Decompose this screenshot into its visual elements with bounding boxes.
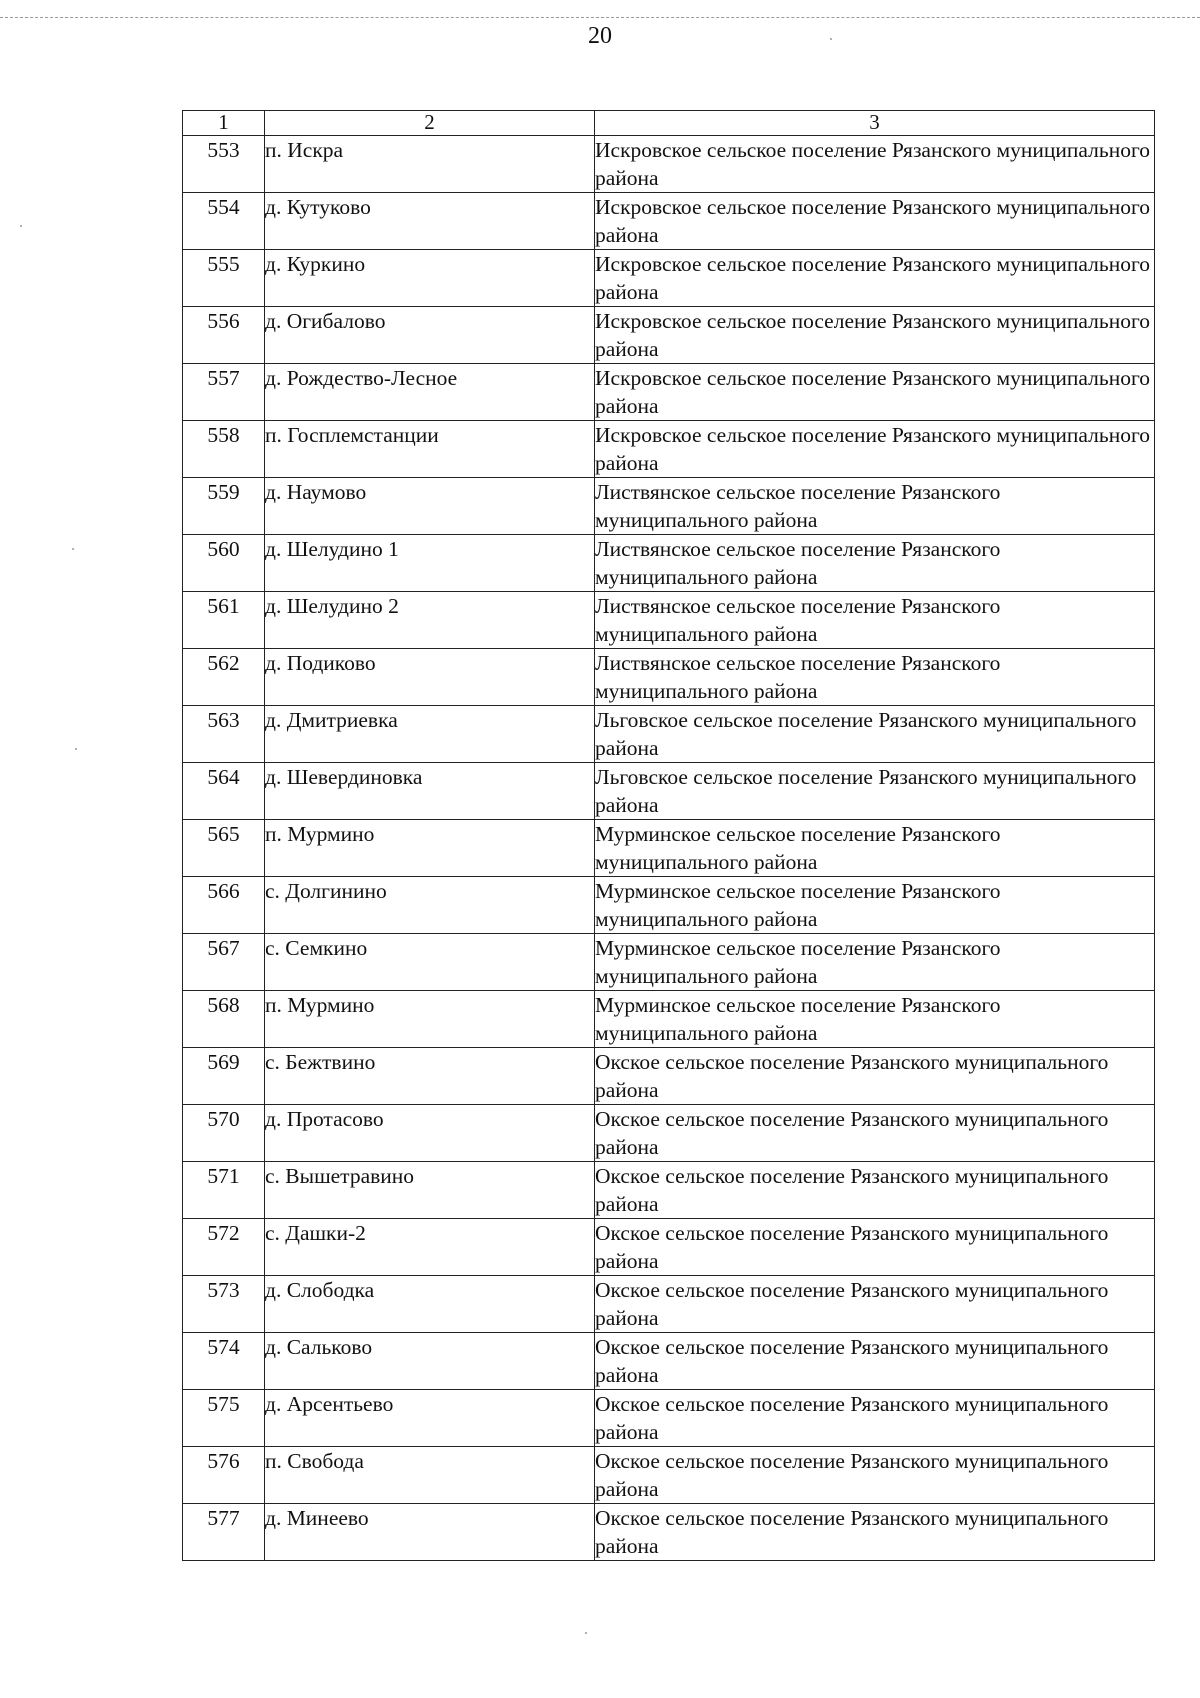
table-header-row bbox=[183, 111, 1155, 136]
table-row bbox=[183, 478, 1155, 535]
row-number: 559 bbox=[183, 478, 265, 535]
settlement-name: Мурминское сельское поселение Рязанского муниципального района bbox=[595, 934, 1155, 991]
table-row bbox=[183, 1447, 1155, 1504]
table-row bbox=[183, 649, 1155, 706]
locality-name: с. Семкино bbox=[265, 934, 595, 991]
table-row bbox=[183, 1390, 1155, 1447]
locality-name: п. Искра bbox=[265, 136, 595, 193]
table-row bbox=[183, 1162, 1155, 1219]
locality-name: п. Свобода bbox=[265, 1447, 595, 1504]
table-row bbox=[183, 934, 1155, 991]
settlement-name: Искровское сельское поселение Рязанского муниципального района bbox=[595, 250, 1155, 307]
settlement-name: Окское сельское поселение Рязанского муниципального района bbox=[595, 1333, 1155, 1390]
row-number: 573 bbox=[183, 1276, 265, 1333]
settlement-name: Листвянское сельское поселение Рязанского муниципального района bbox=[595, 592, 1155, 649]
row-number: 565 bbox=[183, 820, 265, 877]
settlement-name: Окское сельское поселение Рязанского муниципального района bbox=[595, 1447, 1155, 1504]
locality-name: д. Минеево bbox=[265, 1504, 595, 1561]
settlement-name: Льговское сельское поселение Рязанского муниципального района bbox=[595, 706, 1155, 763]
settlement-name: Окское сельское поселение Рязанского муниципального района bbox=[595, 1390, 1155, 1447]
column-header-locality: 2 bbox=[265, 111, 595, 136]
row-number: 556 bbox=[183, 307, 265, 364]
table-row bbox=[183, 592, 1155, 649]
settlement-name: Искровское сельское поселение Рязанского муниципального района bbox=[595, 421, 1155, 478]
table-row bbox=[183, 1276, 1155, 1333]
table-row bbox=[183, 991, 1155, 1048]
table-row bbox=[183, 1048, 1155, 1105]
locality-name: д. Рождество-Лесное bbox=[265, 364, 595, 421]
row-number: 557 bbox=[183, 364, 265, 421]
locality-name: с. Дашки-2 bbox=[265, 1219, 595, 1276]
locality-name: д. Арсентьево bbox=[265, 1390, 595, 1447]
row-number: 560 bbox=[183, 535, 265, 592]
locality-name: п. Мурмино bbox=[265, 991, 595, 1048]
table-row bbox=[183, 763, 1155, 820]
settlement-name: Окское сельское поселение Рязанского муниципального района bbox=[595, 1162, 1155, 1219]
row-number: 576 bbox=[183, 1447, 265, 1504]
settlement-name: Окское сельское поселение Рязанского муниципального района bbox=[595, 1105, 1155, 1162]
locality-name: д. Куркино bbox=[265, 250, 595, 307]
locality-name: с. Вышетравино bbox=[265, 1162, 595, 1219]
settlement-name: Листвянское сельское поселение Рязанского муниципального района bbox=[595, 478, 1155, 535]
row-number: 571 bbox=[183, 1162, 265, 1219]
page-number: 20 bbox=[588, 23, 612, 49]
locality-name: д. Кутуково bbox=[265, 193, 595, 250]
row-number: 562 bbox=[183, 649, 265, 706]
locality-name: д. Сальково bbox=[265, 1333, 595, 1390]
locality-name: д. Шевердиновка bbox=[265, 763, 595, 820]
row-number: 574 bbox=[183, 1333, 265, 1390]
locality-name: с. Бежтвино bbox=[265, 1048, 595, 1105]
settlement-name: Окское сельское поселение Рязанского муниципального района bbox=[595, 1048, 1155, 1105]
settlement-name: Мурминское сельское поселение Рязанского муниципального района bbox=[595, 877, 1155, 934]
table-row bbox=[183, 250, 1155, 307]
row-number: 577 bbox=[183, 1504, 265, 1561]
settlement-name: Окское сельское поселение Рязанского муниципального района bbox=[595, 1276, 1155, 1333]
settlement-name: Искровское сельское поселение Рязанского муниципального района bbox=[595, 136, 1155, 193]
scan-speck bbox=[72, 548, 74, 550]
table-row bbox=[183, 307, 1155, 364]
locality-name: д. Шелудино 2 bbox=[265, 592, 595, 649]
row-number: 564 bbox=[183, 763, 265, 820]
settlement-name: Мурминское сельское поселение Рязанского муниципального района bbox=[595, 991, 1155, 1048]
locality-name: д. Огибалово bbox=[265, 307, 595, 364]
scan-top-edge-line bbox=[0, 17, 1200, 18]
table-row bbox=[183, 193, 1155, 250]
settlement-name: Окское сельское поселение Рязанского муниципального района bbox=[595, 1219, 1155, 1276]
row-number: 569 bbox=[183, 1048, 265, 1105]
row-number: 555 bbox=[183, 250, 265, 307]
locality-name: п. Госплемстанции bbox=[265, 421, 595, 478]
row-number: 558 bbox=[183, 421, 265, 478]
locality-name: д. Шелудино 1 bbox=[265, 535, 595, 592]
settlement-name: Льговское сельское поселение Рязанского муниципального района bbox=[595, 763, 1155, 820]
table-row bbox=[183, 1504, 1155, 1561]
settlement-name: Листвянское сельское поселение Рязанского муниципального района bbox=[595, 535, 1155, 592]
table-row bbox=[183, 421, 1155, 478]
settlement-name: Листвянское сельское поселение Рязанского муниципального района bbox=[595, 649, 1155, 706]
settlement-name: Мурминское сельское поселение Рязанского муниципального района bbox=[595, 820, 1155, 877]
settlement-name: Искровское сельское поселение Рязанского муниципального района bbox=[595, 193, 1155, 250]
row-number: 563 bbox=[183, 706, 265, 763]
row-number: 575 bbox=[183, 1390, 265, 1447]
row-number: 572 bbox=[183, 1219, 265, 1276]
table-row bbox=[183, 1105, 1155, 1162]
table-row bbox=[183, 877, 1155, 934]
settlement-name: Искровское сельское поселение Рязанского муниципального района bbox=[595, 364, 1155, 421]
column-header-settlement: 3 bbox=[595, 111, 1155, 136]
row-number: 553 bbox=[183, 136, 265, 193]
row-number: 570 bbox=[183, 1105, 265, 1162]
row-number: 561 bbox=[183, 592, 265, 649]
settlements-table bbox=[182, 110, 1155, 1561]
scan-speck bbox=[585, 1632, 587, 1634]
column-header-number: 1 bbox=[183, 111, 265, 136]
table-row bbox=[183, 535, 1155, 592]
locality-name: д. Протасово bbox=[265, 1105, 595, 1162]
table-row bbox=[183, 820, 1155, 877]
locality-name: д. Наумово bbox=[265, 478, 595, 535]
row-number: 568 bbox=[183, 991, 265, 1048]
table-row bbox=[183, 364, 1155, 421]
scan-speck bbox=[20, 225, 22, 227]
settlement-name: Окское сельское поселение Рязанского муниципального района bbox=[595, 1504, 1155, 1561]
scan-speck bbox=[75, 748, 77, 750]
locality-name: п. Мурмино bbox=[265, 820, 595, 877]
table-row bbox=[183, 706, 1155, 763]
settlement-name: Искровское сельское поселение Рязанского муниципального района bbox=[595, 307, 1155, 364]
row-number: 567 bbox=[183, 934, 265, 991]
locality-name: д. Подиково bbox=[265, 649, 595, 706]
row-number: 566 bbox=[183, 877, 265, 934]
locality-name: д. Слободка bbox=[265, 1276, 595, 1333]
table-row bbox=[183, 136, 1155, 193]
locality-name: д. Дмитриевка bbox=[265, 706, 595, 763]
locality-name: с. Долгинино bbox=[265, 877, 595, 934]
table-row bbox=[183, 1333, 1155, 1390]
row-number: 554 bbox=[183, 193, 265, 250]
table-row bbox=[183, 1219, 1155, 1276]
